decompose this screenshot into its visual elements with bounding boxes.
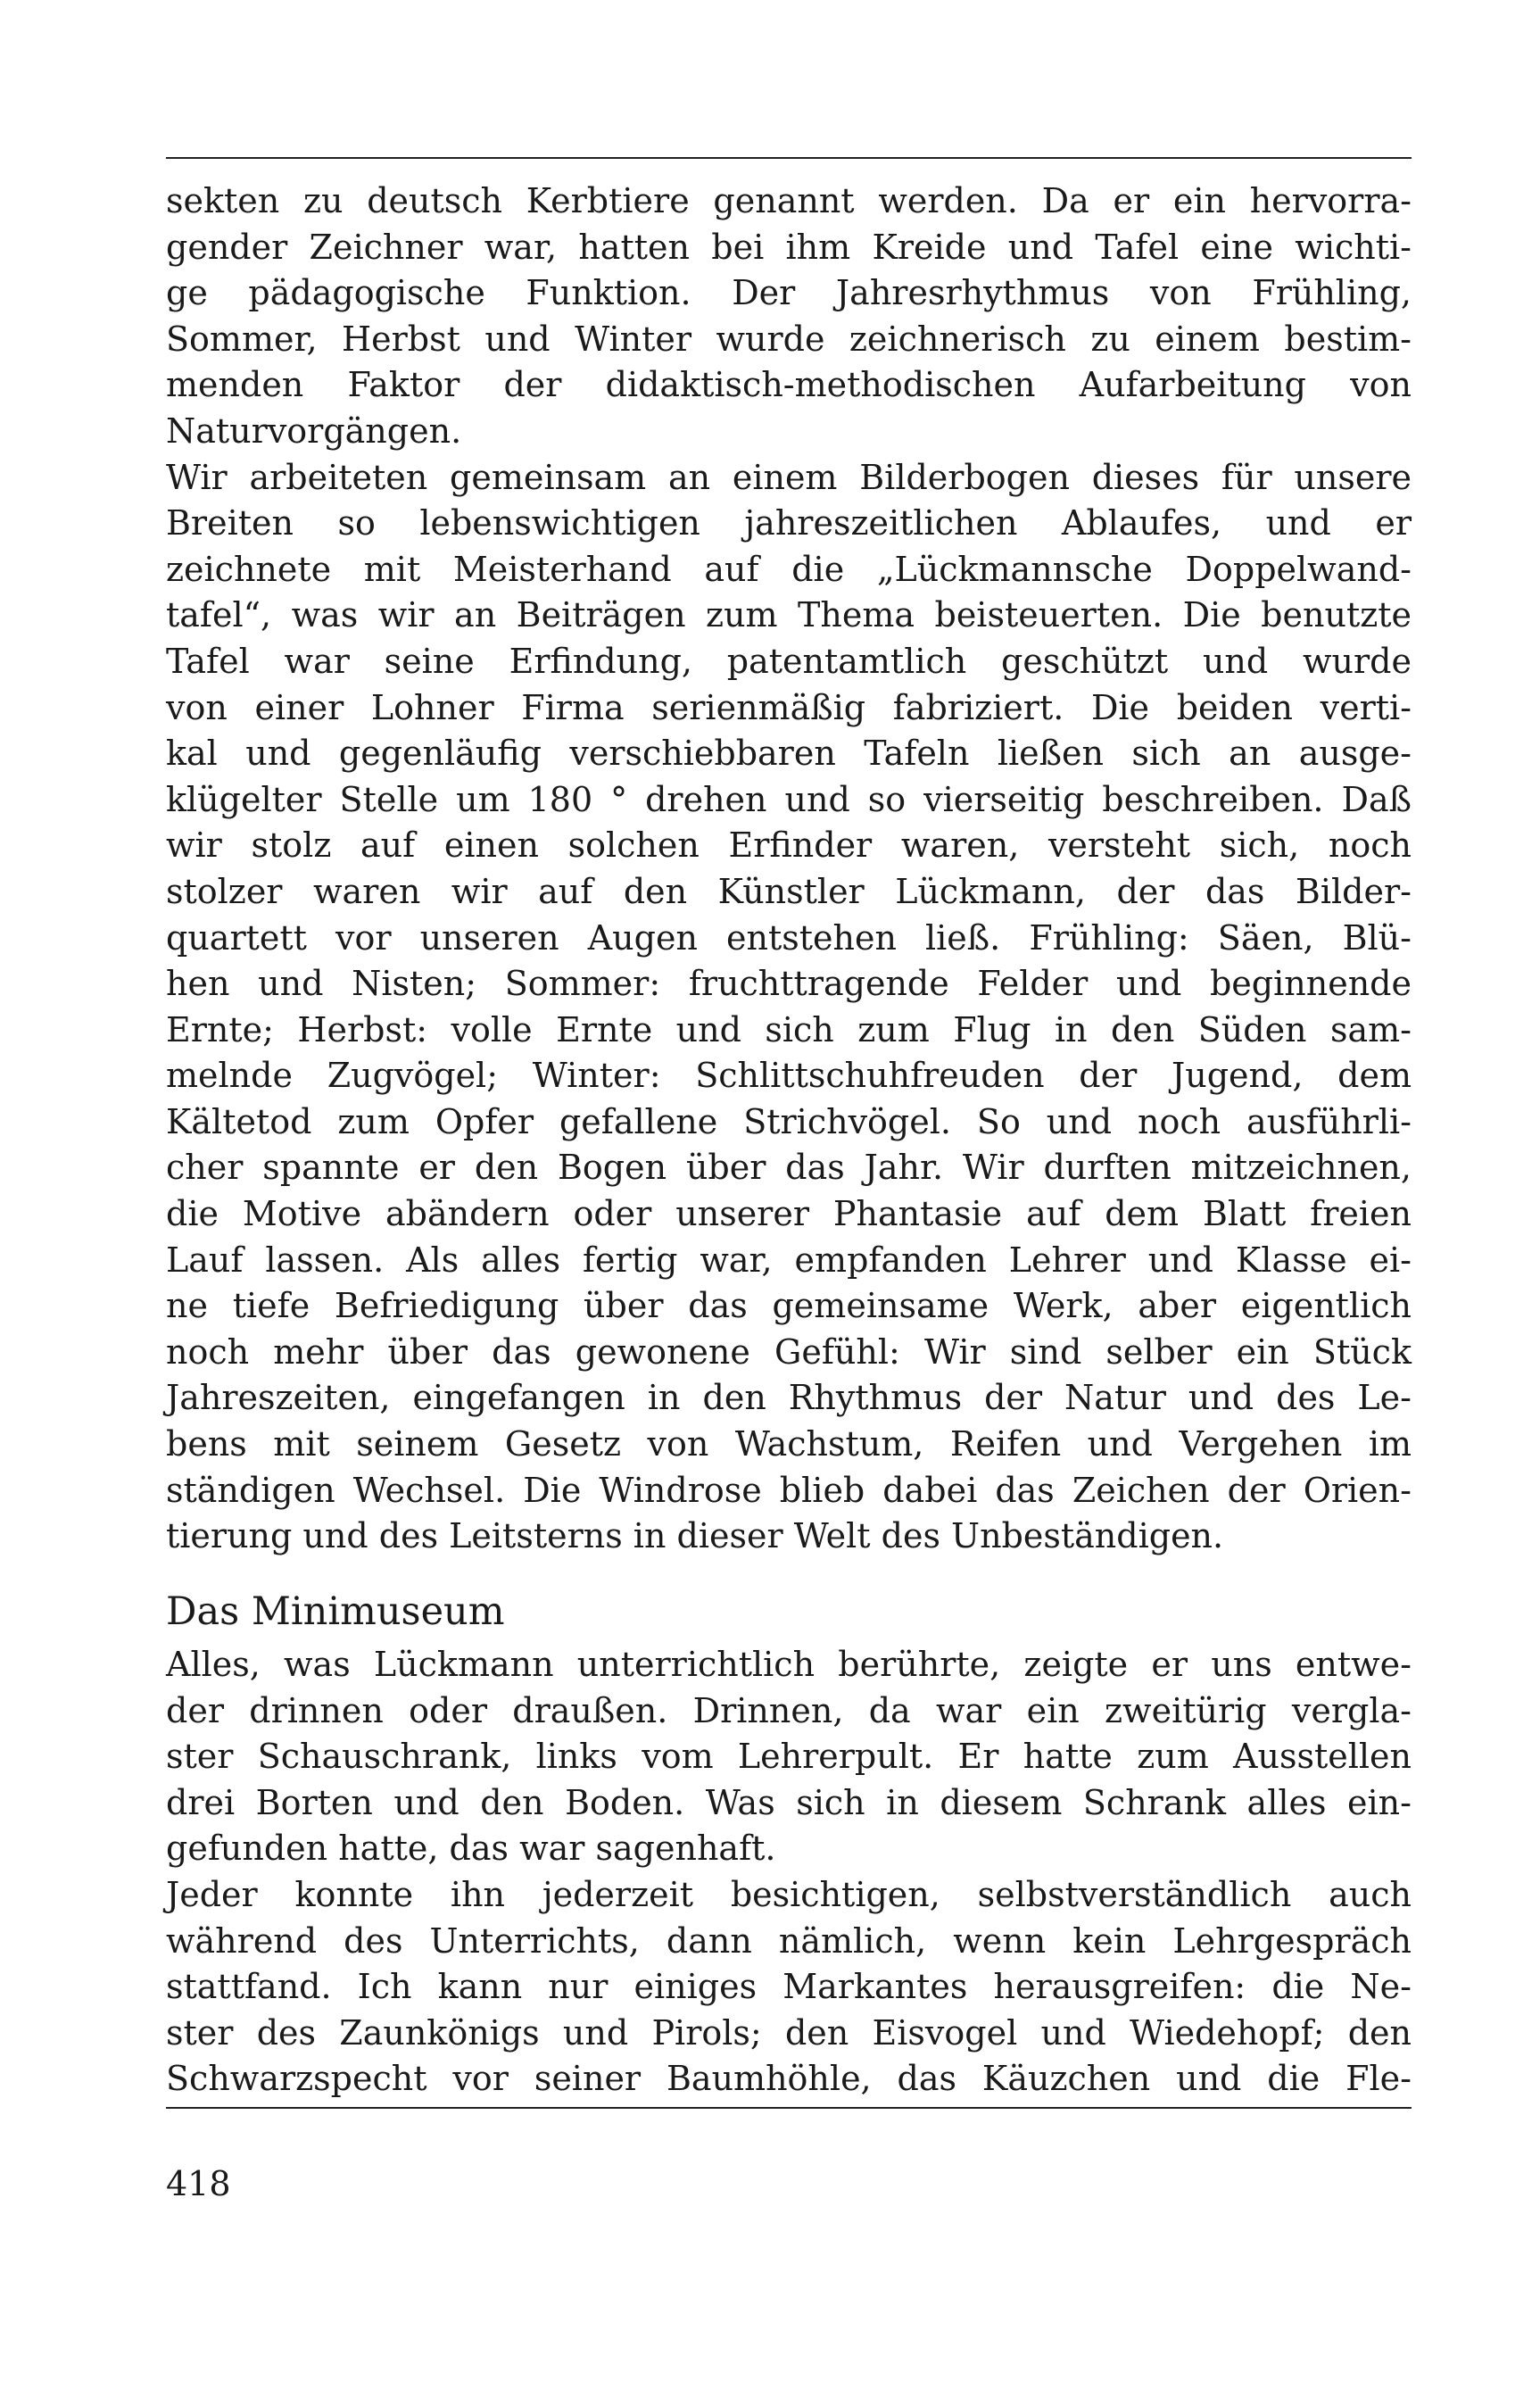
text-line: während des Unterrichts, dann nämlich, wenn kein Lehrgespräch — [166, 1920, 1412, 1961]
text-line: zeichnete mit Meisterhand auf die „Lückmannsche Doppelwand- — [166, 549, 1412, 589]
text-line: stattfand. Ich kann nur einiges Markantes herausgreifen: die Ne- — [166, 1967, 1412, 2007]
text-line: tafel“, was wir an Beiträgen zum Thema beisteuerten. Die benutzte — [166, 595, 1412, 635]
bottom-rule — [166, 2107, 1412, 2109]
text-line: bens mit seinem Gesetz von Wachstum, Reifen und Vergehen im — [166, 1424, 1412, 1464]
text-line: Lauf lassen. Als alles fertig war, empfanden Lehrer und Klasse ei- — [166, 1240, 1412, 1280]
text-line: Naturvorgängen. — [166, 411, 462, 451]
text-line: klügelter Stelle um 180 ° drehen und so vierseitig beschreiben. Daß — [166, 779, 1412, 819]
top-rule — [166, 157, 1412, 159]
text-line: noch mehr über das gewonene Gefühl: Wir sind selber ein Stück — [166, 1331, 1412, 1372]
text-line: wir stolz auf einen solchen Erfinder waren, versteht sich, noch — [166, 825, 1412, 866]
text-line: quartett vor unseren Augen entstehen ließ. Frühling: Säen, Blü- — [166, 917, 1412, 958]
text-line: stolzer waren wir auf den Künstler Lückmann, der das Bilder- — [166, 871, 1412, 911]
text-line: tierung und des Leitsterns in dieser Welt des Unbeständigen. — [166, 1516, 1224, 1556]
text-line: von einer Lohner Firma serienmäßig fabriziert. Die beiden verti- — [166, 687, 1412, 727]
text-line: melnde Zugvögel; Winter: Schlittschuhfreuden der Jugend, dem — [166, 1056, 1412, 1096]
text-line: Wir arbeiteten gemeinsam an einem Bilderbogen dieses für unsere — [166, 457, 1412, 497]
text-line: ge pädagogische Funktion. Der Jahresrhythmus von Frühling, — [166, 273, 1412, 313]
text-line: Kältetod zum Opfer gefallene Strichvögel. So und noch ausführli- — [166, 1101, 1412, 1141]
text-line: Alles, was Lückmann unterrichtlich berührte, zeigte er uns entwe- — [166, 1645, 1412, 1684]
text-line: die Motive abändern oder unserer Phantasie auf dem Blatt freien — [166, 1194, 1412, 1234]
text-line: sekten zu deutsch Kerbtiere genannt werden. Da er ein hervorra- — [166, 181, 1412, 220]
text-line: Schwarzspecht vor seiner Baumhöhle, das Käuzchen und die Fle- — [166, 2059, 1412, 2099]
text-line: hen und Nisten; Sommer: fruchttragende Felder und beginnende — [166, 964, 1412, 1004]
text-line: drei Borten und den Boden. Was sich in diesem Schrank alles ein- — [166, 1782, 1412, 1822]
text-line: Jahreszeiten, eingefangen in den Rhythmus der Natur und des Le- — [166, 1378, 1412, 1418]
text-line: ständigen Wechsel. Die Windrose blieb dabei das Zeichen der Orien- — [166, 1470, 1412, 1510]
text-line: kal und gegenläufig verschiebbaren Tafeln ließen sich an ausge- — [166, 734, 1412, 774]
text-line: Breiten so lebenswichtigen jahreszeitlichen Ablaufes, und er — [166, 503, 1412, 543]
text-line: ne tiefe Befriedigung über das gemeinsame Werk, aber eigentlich — [166, 1286, 1412, 1326]
text-line: gender Zeichner war, hatten bei ihm Kreide und Tafel eine wichti- — [166, 227, 1412, 267]
page-number: 418 — [166, 2164, 231, 2203]
text-line: menden Faktor der didaktisch-methodischen Aufarbeitung von — [166, 365, 1412, 405]
body-text-section-1 — [166, 178, 1412, 1560]
text-line: Sommer, Herbst und Winter wurde zeichnerisch zu einem bestim- — [166, 319, 1412, 359]
text-line: Ernte; Herbst: volle Ernte und sich zum Flug in den Süden sam- — [166, 1009, 1412, 1049]
text-line: Tafel war seine Erfindung, patentamtlich geschützt und wurde — [166, 641, 1412, 681]
text-line: gefunden hatte, das war sagenhaft. — [166, 1829, 776, 1869]
body-text-section-2 — [166, 1642, 1412, 2103]
text-line: cher spannte er den Bogen über das Jahr. Wir durften mitzeichnen, — [166, 1148, 1412, 1188]
text-line: Jeder konnte ihn jederzeit besichtigen, selbstverständlich auch — [166, 1874, 1412, 1914]
text-line: ster des Zaunkönigs und Pirols; den Eisvogel und Wiedehopf; den — [166, 2012, 1412, 2053]
text-line: ster Schauschrank, links vom Lehrerpult. Er hatte zum Ausstellen — [166, 1737, 1412, 1777]
text-line: der drinnen oder draußen. Drinnen, da war ein zweitürig vergla- — [166, 1690, 1412, 1730]
section-heading: Das Minimuseum — [166, 1589, 505, 1634]
